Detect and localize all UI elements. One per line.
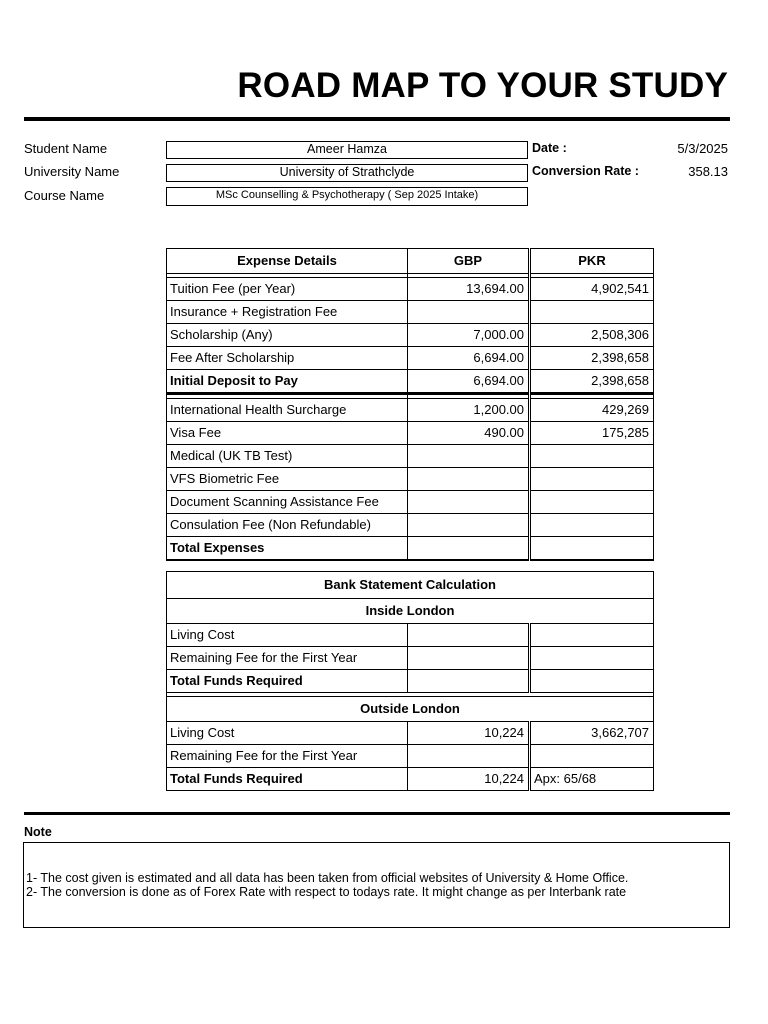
bank-statement-table	[166, 571, 654, 791]
table-row	[167, 768, 654, 791]
gbp-cell[interactable]	[408, 491, 530, 514]
bank-row-label: Total Funds Required	[167, 670, 408, 693]
expense-label: Scholarship (Any)	[167, 324, 408, 347]
page-title: ROAD MAP TO YOUR STUDY	[237, 66, 728, 105]
note-line-2: 2- The conversion is done as of Forex Rate with respect to todays rate. It might change as per Interbank rate	[26, 885, 627, 899]
gbp-cell[interactable]	[408, 445, 530, 468]
expense-label: Fee After Scholarship	[167, 347, 408, 370]
gbp-header: GBP	[408, 249, 530, 274]
date-value: 5/3/2025	[677, 141, 728, 156]
title-divider	[24, 117, 730, 121]
table-row	[167, 445, 654, 468]
pkr-cell[interactable]: 429,269	[530, 399, 654, 422]
pkr-cell[interactable]	[530, 514, 654, 537]
gbp-cell[interactable]	[408, 647, 530, 670]
pkr-cell[interactable]	[530, 647, 654, 670]
pkr-cell[interactable]	[530, 468, 654, 491]
table-row	[167, 514, 654, 537]
note-line-1: 1- The cost given is estimated and all data has been taken from official websites of University & Home Office.	[26, 871, 629, 885]
expense-header-row	[167, 249, 654, 274]
gbp-cell[interactable]: 7,000.00	[408, 324, 530, 347]
expense-label: Document Scanning Assistance Fee	[167, 491, 408, 514]
pkr-cell[interactable]: 2,508,306	[530, 324, 654, 347]
pkr-cell[interactable]: Apx: 65/68	[530, 768, 654, 791]
gbp-cell[interactable]	[408, 468, 530, 491]
gbp-cell[interactable]: 490.00	[408, 422, 530, 445]
inside-london-title: Inside London	[167, 599, 654, 624]
pkr-cell[interactable]: 3,662,707	[530, 722, 654, 745]
table-row	[167, 670, 654, 693]
gbp-cell[interactable]	[408, 301, 530, 324]
pkr-cell[interactable]: 4,902,541	[530, 278, 654, 301]
table-row	[167, 370, 654, 394]
table-row	[167, 278, 654, 301]
table-row	[167, 624, 654, 647]
bank-row-label: Total Funds Required	[167, 768, 408, 791]
note-label: Note	[24, 825, 52, 839]
pkr-header: PKR	[530, 249, 654, 274]
pkr-cell[interactable]: 2,398,658	[530, 347, 654, 370]
table-row	[167, 745, 654, 768]
pkr-cell[interactable]	[530, 624, 654, 647]
bank-row-label: Remaining Fee for the First Year	[167, 647, 408, 670]
pkr-cell[interactable]: 175,285	[530, 422, 654, 445]
notes-divider	[24, 812, 730, 815]
pkr-cell[interactable]	[530, 491, 654, 514]
date-label: Date :	[532, 141, 567, 155]
gbp-cell[interactable]	[408, 514, 530, 537]
table-row	[167, 347, 654, 370]
expense-details-header: Expense Details	[167, 249, 408, 274]
course-name-label: Course Name	[24, 188, 105, 203]
expense-label: Initial Deposit to Pay	[167, 370, 408, 394]
table-row	[167, 301, 654, 324]
pkr-cell[interactable]	[530, 670, 654, 693]
student-name-label: Student Name	[24, 141, 108, 156]
expense-label: Consulation Fee (Non Refundable)	[167, 514, 408, 537]
gbp-cell[interactable]: 13,694.00	[408, 278, 530, 301]
expense-label: Insurance + Registration Fee	[167, 301, 408, 324]
table-row	[167, 468, 654, 491]
expense-table	[166, 248, 654, 561]
student-name-field[interactable]: Ameer Hamza	[166, 141, 528, 159]
expense-label: Visa Fee	[167, 422, 408, 445]
gbp-cell[interactable]	[408, 624, 530, 647]
note-box	[23, 842, 730, 928]
expense-label: Medical (UK TB Test)	[167, 445, 408, 468]
gbp-cell[interactable]	[408, 745, 530, 768]
pkr-cell[interactable]	[530, 301, 654, 324]
university-name-field[interactable]: University of Strathclyde	[166, 164, 528, 182]
total-expenses-row	[167, 537, 654, 561]
university-name-label: University Name	[24, 164, 120, 179]
gbp-cell[interactable]: 1,200.00	[408, 399, 530, 422]
gbp-cell[interactable]: 6,694.00	[408, 347, 530, 370]
conversion-rate-label: Conversion Rate :	[532, 164, 639, 178]
table-row	[167, 491, 654, 514]
pkr-cell[interactable]	[530, 537, 654, 561]
pkr-cell[interactable]	[530, 445, 654, 468]
gbp-cell[interactable]	[408, 670, 530, 693]
pkr-cell[interactable]	[530, 745, 654, 768]
course-name-field[interactable]: MSc Counselling & Psychotherapy ( Sep 2025 Intake)	[166, 187, 528, 206]
bank-statement-title: Bank Statement Calculation	[167, 572, 654, 599]
outside-london-title: Outside London	[167, 697, 654, 722]
expense-label: Tuition Fee (per Year)	[167, 278, 408, 301]
expense-label: Total Expenses	[167, 537, 408, 561]
expense-label: International Health Surcharge	[167, 399, 408, 422]
bank-row-label: Living Cost	[167, 722, 408, 745]
table-row	[167, 422, 654, 445]
table-row	[167, 399, 654, 422]
gbp-cell[interactable]: 10,224	[408, 768, 530, 791]
gbp-cell[interactable]: 6,694.00	[408, 370, 530, 394]
expense-label: VFS Biometric Fee	[167, 468, 408, 491]
pkr-cell[interactable]: 2,398,658	[530, 370, 654, 394]
table-row	[167, 722, 654, 745]
gbp-cell[interactable]	[408, 537, 530, 561]
gbp-cell[interactable]: 10,224	[408, 722, 530, 745]
bank-row-label: Remaining Fee for the First Year	[167, 745, 408, 768]
conversion-rate-value: 358.13	[688, 164, 728, 179]
table-row	[167, 647, 654, 670]
table-row	[167, 324, 654, 347]
bank-row-label: Living Cost	[167, 624, 408, 647]
